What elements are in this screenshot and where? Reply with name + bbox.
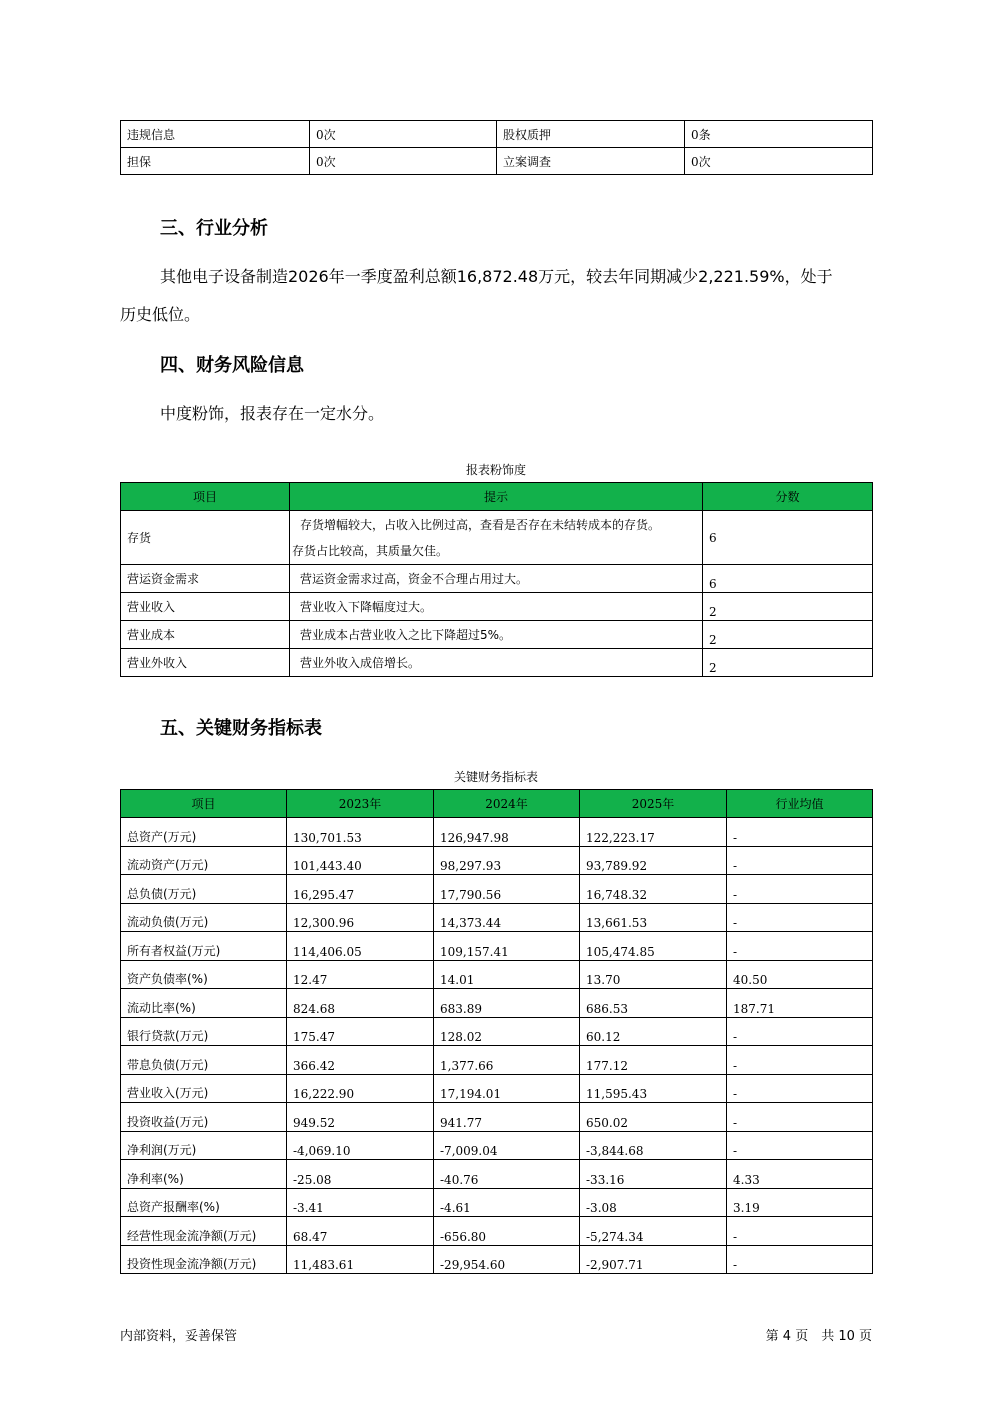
table-cell: -	[727, 875, 873, 904]
table-cell: 股权质押	[497, 121, 685, 148]
column-header: 分数	[703, 483, 873, 511]
table-cell	[290, 593, 703, 621]
table-row	[121, 649, 873, 677]
hint-text: 营业收入下降幅度过大。	[300, 599, 433, 614]
table-cell: 126,947.98	[434, 818, 580, 847]
table-header-row	[121, 790, 873, 818]
row-label: 带息负债(万元)	[121, 1046, 287, 1075]
table-cell: -3,844.68	[580, 1131, 727, 1160]
table-cell: -	[727, 1103, 873, 1132]
table-cell: 14.01	[434, 960, 580, 989]
table-cell: 114,406.05	[287, 932, 434, 961]
hint-text: 存货占比较高，其质量欠佳。	[292, 543, 449, 558]
table-cell: 12,300.96	[287, 903, 434, 932]
table-cell: 营业外收入	[121, 649, 290, 677]
table-cell: -	[727, 1017, 873, 1046]
table-cell: 177.12	[580, 1046, 727, 1075]
table-cell: -2,907.71	[580, 1245, 727, 1274]
table-cell: -5,274.34	[580, 1217, 727, 1246]
section-heading: 五、关键财务指标表	[160, 718, 322, 739]
table-cell	[290, 565, 703, 593]
table-row	[121, 1160, 873, 1189]
table-row	[121, 818, 873, 847]
table-cell: 17,790.56	[434, 875, 580, 904]
table-cell: -	[727, 1074, 873, 1103]
row-label: 流动比率(%)	[121, 989, 287, 1018]
table-cell: 60.12	[580, 1017, 727, 1046]
table-cell: -	[727, 846, 873, 875]
table-cell: 130,701.53	[287, 818, 434, 847]
table-cell: -	[727, 932, 873, 961]
row-label: 总资产报酬率(%)	[121, 1188, 287, 1217]
table-cell: -	[727, 1046, 873, 1075]
row-label: 资产负债率(%)	[121, 960, 287, 989]
table-cell: 11,595.43	[580, 1074, 727, 1103]
info-table	[120, 120, 873, 175]
table-cell: -7,009.04	[434, 1131, 580, 1160]
hint-text: 存货增幅较大，占收入比例过高，查看是否存在未结转成本的存货。	[300, 517, 661, 532]
table-row	[121, 846, 873, 875]
table-cell: 营业收入	[121, 593, 290, 621]
table-row	[121, 593, 873, 621]
table-cell: -	[727, 818, 873, 847]
financial-indicators-table	[120, 789, 873, 1274]
section-heading: 四、财务风险信息	[160, 355, 304, 376]
table-cell: 650.02	[580, 1103, 727, 1132]
table-cell: 101,443.40	[287, 846, 434, 875]
table-cell: 941.77	[434, 1103, 580, 1132]
table-cell: 营运资金需求	[121, 565, 290, 593]
table-cell: 109,157.41	[434, 932, 580, 961]
table-row	[121, 1046, 873, 1075]
risk-table	[120, 482, 873, 677]
table-cell: -4.61	[434, 1188, 580, 1217]
table-cell: 17,194.01	[434, 1074, 580, 1103]
table-cell: 担保	[121, 148, 310, 175]
table-cell	[290, 511, 703, 565]
table-header-row	[121, 483, 873, 511]
table-cell: 187.71	[727, 989, 873, 1018]
table-row	[121, 1017, 873, 1046]
table-row	[121, 1074, 873, 1103]
table-cell: 0次	[685, 148, 873, 175]
column-header: 项目	[121, 790, 287, 818]
score-cell: 6	[703, 565, 873, 593]
table-cell: -	[727, 903, 873, 932]
table-cell: 949.52	[287, 1103, 434, 1132]
table-cell: 0次	[310, 121, 497, 148]
table-cell	[290, 621, 703, 649]
table-cell: 13,661.53	[580, 903, 727, 932]
table-cell: 违规信息	[121, 121, 310, 148]
table-row	[121, 565, 873, 593]
table-row	[121, 1245, 873, 1274]
table-cell: 4.33	[727, 1160, 873, 1189]
table-cell: 175.47	[287, 1017, 434, 1046]
row-label: 所有者权益(万元)	[121, 932, 287, 961]
row-label: 营业收入(万元)	[121, 1074, 287, 1103]
row-label: 银行贷款(万元)	[121, 1017, 287, 1046]
table-cell: -3.08	[580, 1188, 727, 1217]
row-label: 流动资产(万元)	[121, 846, 287, 875]
table-row	[121, 1131, 873, 1160]
table-cell: 105,474.85	[580, 932, 727, 961]
table-cell: 13.70	[580, 960, 727, 989]
table-row	[121, 511, 873, 565]
column-header: 2025年	[580, 790, 727, 818]
table-cell: -656.80	[434, 1217, 580, 1246]
table-cell: 686.53	[580, 989, 727, 1018]
table-cell: 12.47	[287, 960, 434, 989]
table-cell: 122,223.17	[580, 818, 727, 847]
table-cell: 1,377.66	[434, 1046, 580, 1075]
score-cell: 2	[703, 593, 873, 621]
row-label: 总资产(万元)	[121, 818, 287, 847]
hint-text: 营业外收入成倍增长。	[300, 655, 421, 670]
table-row	[121, 960, 873, 989]
table-cell: 366.42	[287, 1046, 434, 1075]
table-cell: -25.08	[287, 1160, 434, 1189]
row-label: 净利润(万元)	[121, 1131, 287, 1160]
table-caption: 报表粉饰度	[465, 463, 526, 477]
table-cell: 68.47	[287, 1217, 434, 1246]
row-label: 总负债(万元)	[121, 875, 287, 904]
hint-text: 营运资金需求过高，资金不合理占用过大。	[300, 571, 529, 586]
score-cell: 6	[703, 511, 873, 565]
table-cell: 16,295.47	[287, 875, 434, 904]
column-header: 提示	[290, 483, 703, 511]
table-cell: 16,222.90	[287, 1074, 434, 1103]
row-label: 净利率(%)	[121, 1160, 287, 1189]
row-label: 投资性现金流净额(万元)	[121, 1245, 287, 1274]
table-cell: 98,297.93	[434, 846, 580, 875]
column-header: 2024年	[434, 790, 580, 818]
column-header: 行业均值	[727, 790, 873, 818]
table-cell: -40.76	[434, 1160, 580, 1189]
table-row	[121, 989, 873, 1018]
score-cell: 2	[703, 649, 873, 677]
row-label: 流动负债(万元)	[121, 903, 287, 932]
table-cell	[290, 649, 703, 677]
paragraph-text: 中度粉饰，报表存在一定水分。	[160, 404, 385, 423]
table-cell: -	[727, 1131, 873, 1160]
table-row	[121, 903, 873, 932]
table-row	[121, 1217, 873, 1246]
row-label: 经营性现金流净额(万元)	[121, 1217, 287, 1246]
column-header: 项目	[121, 483, 290, 511]
column-header: 2023年	[287, 790, 434, 818]
table-row	[121, 1188, 873, 1217]
row-label: 投资收益(万元)	[121, 1103, 287, 1132]
table-cell: -3.41	[287, 1188, 434, 1217]
table-cell: 128.02	[434, 1017, 580, 1046]
table-row	[121, 121, 873, 148]
table-row	[121, 875, 873, 904]
table-cell: -29,954.60	[434, 1245, 580, 1274]
score-cell: 2	[703, 621, 873, 649]
table-cell: 16,748.32	[580, 875, 727, 904]
table-cell: 40.50	[727, 960, 873, 989]
table-cell: 存货	[121, 511, 290, 565]
table-row	[121, 621, 873, 649]
table-cell: 824.68	[287, 989, 434, 1018]
table-cell: 683.89	[434, 989, 580, 1018]
paragraph-text: 其他电子设备制造2026年一季度盈利总额16,872.48万元，较去年同期减少2,221.59%，处于	[160, 267, 833, 286]
table-row	[121, 1103, 873, 1132]
table-cell: -	[727, 1245, 873, 1274]
table-row	[121, 932, 873, 961]
table-row	[121, 148, 873, 175]
table-cell: 3.19	[727, 1188, 873, 1217]
table-cell: 立案调查	[497, 148, 685, 175]
table-cell: 93,789.92	[580, 846, 727, 875]
table-cell: 14,373.44	[434, 903, 580, 932]
hint-text: 营业成本占营业收入之比下降超过5%。	[300, 627, 512, 642]
table-cell: -4,069.10	[287, 1131, 434, 1160]
table-cell: 11,483.61	[287, 1245, 434, 1274]
page-number: 第 4 页 共 10 页	[765, 1329, 872, 1344]
paragraph-text: 历史低位。	[120, 305, 201, 324]
table-cell: -33.16	[580, 1160, 727, 1189]
footer-left-text: 内部资料，妥善保管	[120, 1329, 238, 1344]
table-cell: 0条	[685, 121, 873, 148]
table-caption: 关键财务指标表	[453, 770, 538, 784]
table-cell: -	[727, 1217, 873, 1246]
table-cell: 0次	[310, 148, 497, 175]
section-heading: 三、行业分析	[160, 218, 268, 239]
table-cell: 营业成本	[121, 621, 290, 649]
